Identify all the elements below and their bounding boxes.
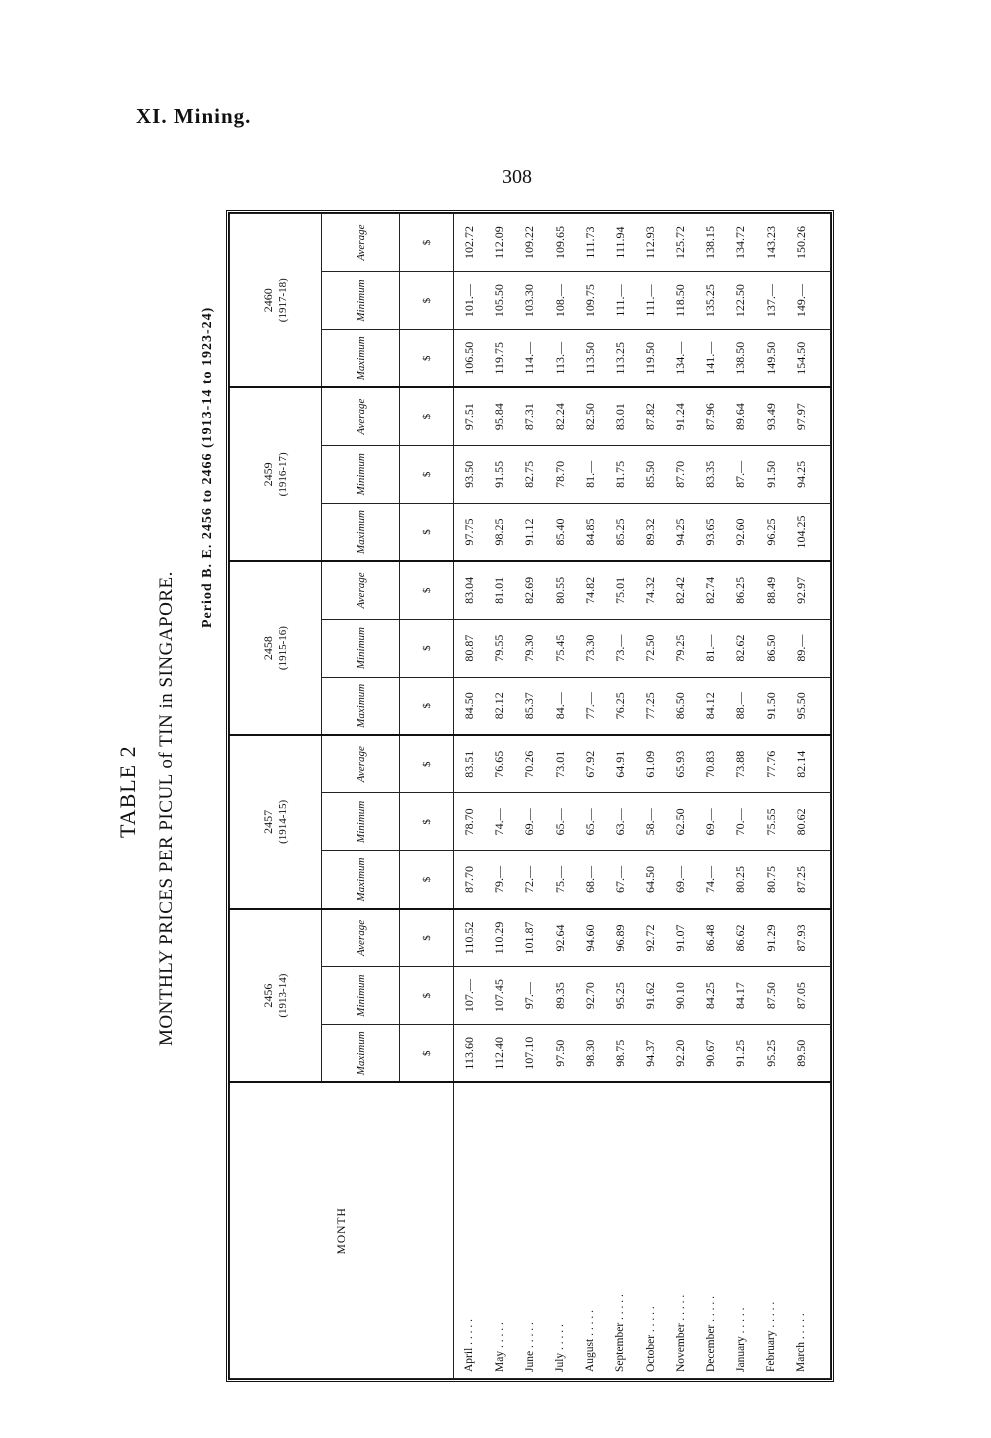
column-header-minimum: Minimum: [322, 793, 400, 851]
unit-label: $: [400, 735, 454, 793]
table-row: [515, 214, 545, 1379]
price-cell: 95.25: [756, 1025, 786, 1083]
price-cell: 82.42: [666, 561, 696, 619]
price-cell: 82.74: [696, 561, 726, 619]
price-cell: 78.70: [454, 793, 485, 851]
price-cell: 83.04: [454, 561, 485, 619]
price-cell: 87.—: [726, 445, 756, 503]
table-row: [666, 214, 696, 1379]
price-cell: 83.01: [605, 387, 635, 445]
price-cell: 101.87: [515, 909, 545, 967]
price-cell: 95.25: [605, 967, 635, 1025]
price-cell: 73.88: [726, 735, 756, 793]
price-cell: 84.17: [726, 967, 756, 1025]
price-cell: 85.25: [605, 503, 635, 561]
price-cell: 91.29: [756, 909, 786, 967]
price-cell: 113.60: [454, 1025, 485, 1083]
price-cell: 74.—: [696, 851, 726, 909]
year-header: [230, 561, 322, 735]
price-cell: 74.82: [575, 561, 605, 619]
price-cell: 73.30: [575, 619, 605, 677]
column-header-minimum: Minimum: [322, 619, 400, 677]
price-cell: 111.—: [605, 272, 635, 330]
price-cell: 87.70: [454, 851, 485, 909]
price-cell: 107.45: [485, 967, 515, 1025]
unit-label: $: [400, 214, 454, 272]
price-cell: 77.76: [756, 735, 786, 793]
price-cell: 91.25: [726, 1025, 756, 1083]
price-cell: 87.93: [786, 909, 816, 967]
column-header-minimum: Minimum: [322, 272, 400, 330]
price-cell: 82.50: [575, 387, 605, 445]
unit-label: $: [400, 561, 454, 619]
price-cell: 108.—: [545, 272, 575, 330]
price-cell: 149.50: [756, 330, 786, 388]
year-header: [230, 214, 322, 388]
price-cell: 86.50: [666, 677, 696, 735]
price-cell: 81.—: [575, 445, 605, 503]
price-cell: 119.75: [485, 330, 515, 388]
month-cell: August . . . . .: [575, 1083, 605, 1379]
price-cell: 73.01: [545, 735, 575, 793]
unit-label: $: [400, 1025, 454, 1083]
year-header: [230, 735, 322, 909]
price-cell: 84.—: [545, 677, 575, 735]
year-header: [230, 909, 322, 1083]
price-cell: 107.—: [454, 967, 485, 1025]
table-row: [545, 214, 575, 1379]
price-cell: 94.60: [575, 909, 605, 967]
price-cell: 104.25: [786, 503, 816, 561]
page-number: 308: [502, 166, 532, 188]
price-cell: 82.69: [515, 561, 545, 619]
price-cell: 114.—: [515, 330, 545, 388]
price-cell: 98.25: [485, 503, 515, 561]
column-header-minimum: Minimum: [322, 445, 400, 503]
price-cell: 149.—: [786, 272, 816, 330]
price-cell: 141.—: [696, 330, 726, 388]
price-cell: 86.50: [756, 619, 786, 677]
price-cell: 92.20: [666, 1025, 696, 1083]
price-cell: 112.93: [635, 214, 665, 272]
price-cell: 89.—: [786, 619, 816, 677]
column-header-average: Average: [322, 909, 400, 967]
price-cell: 87.70: [666, 445, 696, 503]
price-cell: 86.25: [726, 561, 756, 619]
month-cell: July . . . . .: [545, 1083, 575, 1379]
column-header-maximum: Maximum: [322, 851, 400, 909]
price-cell: 112.40: [485, 1025, 515, 1083]
price-cell: 91.55: [485, 445, 515, 503]
unit-label: $: [400, 445, 454, 503]
price-cell: 74.—: [485, 793, 515, 851]
unit-label: $: [400, 387, 454, 445]
price-cell: 79.—: [485, 851, 515, 909]
year-range: (1916-17): [276, 452, 289, 497]
price-cell: 73.—: [605, 619, 635, 677]
price-cell: 82.75: [515, 445, 545, 503]
tin-price-table: [226, 210, 834, 1382]
month-cell: April . . . . .: [454, 1083, 485, 1379]
price-cell: 83.51: [454, 735, 485, 793]
section-header: XI. Mining.: [136, 104, 252, 128]
price-cell: 87.50: [756, 967, 786, 1025]
price-cell: 68.—: [575, 851, 605, 909]
price-cell: 75.—: [545, 851, 575, 909]
price-cell: 98.30: [575, 1025, 605, 1083]
price-cell: 77.25: [635, 677, 665, 735]
price-cell: 64.91: [605, 735, 635, 793]
price-cell: 101.—: [454, 272, 485, 330]
price-cell: 97.75: [454, 503, 485, 561]
table-row: [726, 214, 756, 1379]
table-title: TABLE 2: [115, 745, 140, 838]
unit-label: $: [400, 677, 454, 735]
price-cell: 84.85: [575, 503, 605, 561]
month-cell: January . . . . .: [726, 1083, 756, 1379]
table-row: [635, 214, 665, 1379]
price-cell: 80.25: [726, 851, 756, 909]
price-cell: 93.65: [696, 503, 726, 561]
price-cell: 94.25: [666, 503, 696, 561]
price-cell: 150.26: [786, 214, 816, 272]
price-cell: 89.64: [726, 387, 756, 445]
year-header: [230, 387, 322, 561]
price-cell: 134.—: [666, 330, 696, 388]
price-cell: 76.65: [485, 735, 515, 793]
column-header-maximum: Maximum: [322, 330, 400, 388]
price-cell: 112.09: [485, 214, 515, 272]
price-cell: 70.83: [696, 735, 726, 793]
price-cell: 70.—: [726, 793, 756, 851]
table-row: [756, 214, 786, 1379]
price-cell: 111.—: [635, 272, 665, 330]
price-cell: 122.50: [726, 272, 756, 330]
column-header-minimum: Minimum: [322, 967, 400, 1025]
price-cell: 61.09: [635, 735, 665, 793]
price-cell: 89.35: [545, 967, 575, 1025]
price-cell: 113.50: [575, 330, 605, 388]
price-cell: 75.55: [756, 793, 786, 851]
year-range: (1915-16): [276, 626, 289, 671]
price-cell: 69.—: [666, 851, 696, 909]
price-cell: 109.75: [575, 272, 605, 330]
column-header-average: Average: [322, 735, 400, 793]
price-cell: 84.12: [696, 677, 726, 735]
price-cell: 98.75: [605, 1025, 635, 1083]
price-cell: 87.31: [515, 387, 545, 445]
column-header-maximum: Maximum: [322, 677, 400, 735]
price-cell: 65.93: [666, 735, 696, 793]
price-cell: 82.14: [786, 735, 816, 793]
price-cell: 85.37: [515, 677, 545, 735]
price-cell: 82.62: [726, 619, 756, 677]
price-cell: 67.92: [575, 735, 605, 793]
price-cell: 111.73: [575, 214, 605, 272]
price-cell: 92.97: [786, 561, 816, 619]
price-cell: 69.—: [515, 793, 545, 851]
table-row: [696, 214, 726, 1379]
price-cell: 110.29: [485, 909, 515, 967]
column-header-average: Average: [322, 387, 400, 445]
price-cell: 87.05: [786, 967, 816, 1025]
price-cell: 86.48: [696, 909, 726, 967]
price-cell: 93.49: [756, 387, 786, 445]
unit-label: $: [400, 503, 454, 561]
price-cell: 88.—: [726, 677, 756, 735]
price-cell: 118.50: [666, 272, 696, 330]
price-cell: 97.—: [515, 967, 545, 1025]
month-cell: November . . . . .: [666, 1083, 696, 1379]
price-cell: 79.30: [515, 619, 545, 677]
price-cell: 96.25: [756, 503, 786, 561]
price-cell: 97.51: [454, 387, 485, 445]
price-cell: 63.—: [605, 793, 635, 851]
price-cell: 70.26: [515, 735, 545, 793]
price-cell: 110.52: [454, 909, 485, 967]
price-cell: 89.50: [786, 1025, 816, 1083]
unit-label: $: [400, 851, 454, 909]
price-cell: 94.25: [786, 445, 816, 503]
price-cell: 81.75: [605, 445, 635, 503]
price-cell: 113.25: [605, 330, 635, 388]
price-cell: 91.12: [515, 503, 545, 561]
price-cell: 92.72: [635, 909, 665, 967]
price-cell: 109.22: [515, 214, 545, 272]
unit-label: $: [400, 330, 454, 388]
month-cell: June . . . . .: [515, 1083, 545, 1379]
price-cell: 58.—: [635, 793, 665, 851]
unit-label: $: [400, 909, 454, 967]
unit-label: $: [400, 793, 454, 851]
price-cell: 85.50: [635, 445, 665, 503]
price-cell: 106.50: [454, 330, 485, 388]
price-cell: 72.50: [635, 619, 665, 677]
table-row: [786, 214, 816, 1379]
price-cell: 96.89: [605, 909, 635, 967]
price-cell: 76.25: [605, 677, 635, 735]
price-cell: 137.—: [756, 272, 786, 330]
price-cell: 82.24: [545, 387, 575, 445]
price-cell: 80.75: [756, 851, 786, 909]
price-cell: 81.—: [696, 619, 726, 677]
year-label: 2460: [260, 288, 275, 313]
table-row: [605, 214, 635, 1379]
price-cell: 77.—: [575, 677, 605, 735]
price-cell: 91.62: [635, 967, 665, 1025]
period-caption: Period B. E. 2456 to 2466 (1913-14 to 1923-24): [200, 306, 215, 628]
month-header: MONTH: [230, 1083, 454, 1379]
price-cell: 102.72: [454, 214, 485, 272]
price-cell: 86.62: [726, 909, 756, 967]
price-cell: 65.—: [575, 793, 605, 851]
price-cell: 65.—: [545, 793, 575, 851]
year-range: (1917-18): [276, 278, 289, 323]
price-cell: 91.50: [756, 677, 786, 735]
column-header-average: Average: [322, 214, 400, 272]
price-cell: 134.72: [726, 214, 756, 272]
price-cell: 69.—: [696, 793, 726, 851]
price-cell: 84.25: [696, 967, 726, 1025]
month-cell: September . . . . .: [605, 1083, 635, 1379]
table-row: [454, 214, 485, 1379]
year-range: (1914-15): [276, 799, 289, 844]
month-cell: March . . . . .: [786, 1083, 816, 1379]
price-cell: 88.49: [756, 561, 786, 619]
price-cell: 125.72: [666, 214, 696, 272]
price-cell: 111.94: [605, 214, 635, 272]
price-cell: 80.87: [454, 619, 485, 677]
price-cell: 62.50: [666, 793, 696, 851]
unit-label: $: [400, 967, 454, 1025]
price-cell: 85.40: [545, 503, 575, 561]
price-cell: 64.50: [635, 851, 665, 909]
column-header-maximum: Maximum: [322, 1025, 400, 1083]
month-cell: May . . . . .: [485, 1083, 515, 1379]
price-cell: 89.32: [635, 503, 665, 561]
price-cell: 93.50: [454, 445, 485, 503]
price-cell: 138.50: [726, 330, 756, 388]
price-cell: 105.50: [485, 272, 515, 330]
price-cell: 79.55: [485, 619, 515, 677]
month-cell: October . . . . .: [635, 1083, 665, 1379]
price-cell: 75.01: [605, 561, 635, 619]
price-cell: 74.32: [635, 561, 665, 619]
price-cell: 80.62: [786, 793, 816, 851]
column-header-maximum: Maximum: [322, 503, 400, 561]
price-cell: 67.—: [605, 851, 635, 909]
year-range: (1913-14): [276, 973, 289, 1018]
table-row: [575, 214, 605, 1379]
price-cell: 103.30: [515, 272, 545, 330]
month-cell: December . . . . .: [696, 1083, 726, 1379]
year-label: 2459: [260, 462, 275, 487]
price-cell: 92.64: [545, 909, 575, 967]
price-cell: 91.50: [756, 445, 786, 503]
price-cell: 80.55: [545, 561, 575, 619]
price-cell: 95.84: [485, 387, 515, 445]
price-cell: 75.45: [545, 619, 575, 677]
price-cell: 90.67: [696, 1025, 726, 1083]
price-cell: 113.—: [545, 330, 575, 388]
price-cell: 90.10: [666, 967, 696, 1025]
table-row: [485, 214, 515, 1379]
price-cell: 109.65: [545, 214, 575, 272]
price-cell: 92.60: [726, 503, 756, 561]
price-cell: 92.70: [575, 967, 605, 1025]
price-cell: 82.12: [485, 677, 515, 735]
price-cell: 138.15: [696, 214, 726, 272]
table-subtitle: MONTHLY PRICES PER PICUL of TIN in SINGAPORE.: [156, 571, 177, 1046]
price-cell: 91.24: [666, 387, 696, 445]
price-cell: 91.07: [666, 909, 696, 967]
price-cell: 154.50: [786, 330, 816, 388]
unit-label: $: [400, 619, 454, 677]
price-cell: 79.25: [666, 619, 696, 677]
price-cell: 78.70: [545, 445, 575, 503]
price-cell: 107.10: [515, 1025, 545, 1083]
column-header-average: Average: [322, 561, 400, 619]
price-cell: 72.—: [515, 851, 545, 909]
price-cell: 97.50: [545, 1025, 575, 1083]
price-cell: 143.23: [756, 214, 786, 272]
price-cell: 81.01: [485, 561, 515, 619]
unit-label: $: [400, 272, 454, 330]
month-cell: February . . . . .: [756, 1083, 786, 1379]
year-label: 2456: [260, 983, 275, 1008]
price-cell: 87.25: [786, 851, 816, 909]
price-cell: 87.96: [696, 387, 726, 445]
year-label: 2458: [260, 636, 275, 661]
price-cell: 135.25: [696, 272, 726, 330]
price-cell: 94.37: [635, 1025, 665, 1083]
price-cell: 84.50: [454, 677, 485, 735]
price-cell: 87.82: [635, 387, 665, 445]
year-label: 2457: [260, 809, 275, 834]
price-cell: 83.35: [696, 445, 726, 503]
price-cell: 119.50: [635, 330, 665, 388]
price-cell: 97.97: [786, 387, 816, 445]
price-cell: 95.50: [786, 677, 816, 735]
